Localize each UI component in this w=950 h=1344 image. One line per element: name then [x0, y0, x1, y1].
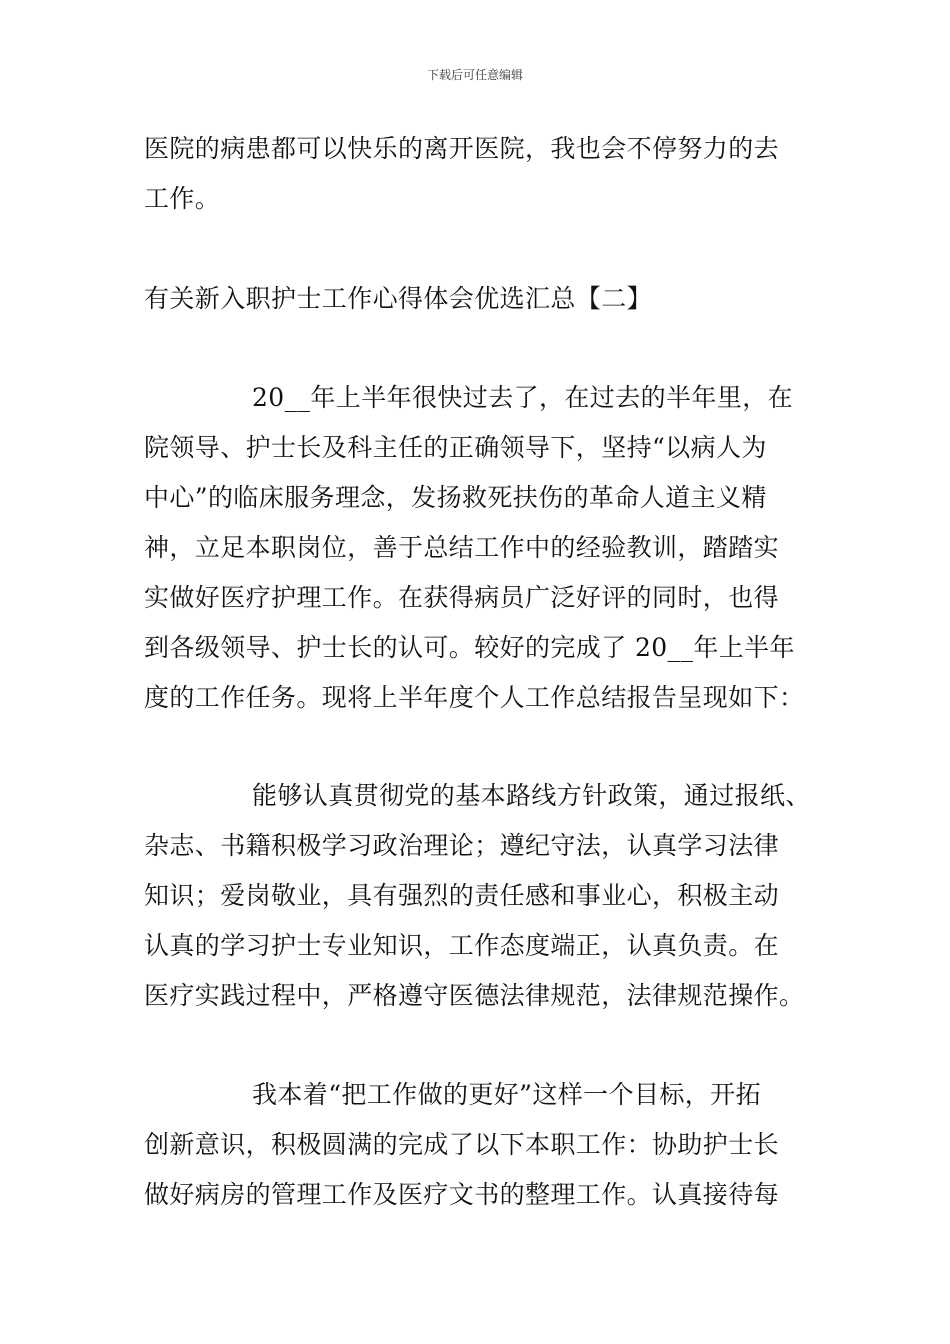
section-heading	[144, 274, 814, 324]
text-line: 到各级领导、护士长的认可。较好的完成了 20__年上半年	[144, 633, 795, 662]
heading-text: 有关新入职护士工作心得体会优选汇总【二】	[144, 284, 653, 313]
text-line: 我本着“把工作做的更好”这样一个目标，开拓	[252, 1080, 761, 1109]
text-line: 实做好医疗护理工作。在获得病员广泛好评的同时，也得	[144, 583, 780, 612]
text-line: 创新意识，积极圆满的完成了以下本职工作：协助护士长	[144, 1130, 780, 1159]
page-header: 下载后可任意编辑	[426, 68, 523, 82]
text-line: 中心”的临床服务理念，发扬救死扶伤的革命人道主义精	[144, 483, 767, 512]
text-line: 工作。	[144, 184, 221, 213]
text-line: 做好病房的管理工作及医疗文书的整理工作。认真接待每	[144, 1180, 780, 1209]
paragraph-4	[144, 1070, 814, 1220]
text-line: 院领导、护士长及科主任的正确领导下，坚持“以病人为	[144, 433, 767, 462]
text-line: 知识；爱岗敬业，具有强烈的责任感和事业心，积极主动	[144, 881, 780, 910]
text-line: 神，立足本职岗位，善于总结工作中的经验教训，踏踏实	[144, 533, 780, 562]
text-line: 医院的病患都可以快乐的离开医院，我也会不停努力的去	[144, 134, 780, 163]
text-line: 能够认真贯彻党的基本路线方针政策，通过报纸、	[252, 781, 811, 810]
text-line: 医疗实践过程中，严格遵守医德法律规范，法律规范操作。	[144, 981, 805, 1010]
paragraph-2	[144, 373, 814, 723]
paragraph-1	[144, 124, 814, 224]
text-line: 杂志、书籍积极学习政治理论；遵纪守法，认真学习法律	[144, 831, 780, 860]
text-line: 度的工作任务。现将上半年度个人工作总结报告呈现如下：	[144, 683, 805, 712]
text-line: 认真的学习护士专业知识，工作态度端正，认真负责。在	[144, 931, 780, 960]
paragraph-3	[144, 771, 814, 1021]
text-line: 20__年上半年很快过去了，在过去的半年里，在	[252, 383, 794, 412]
